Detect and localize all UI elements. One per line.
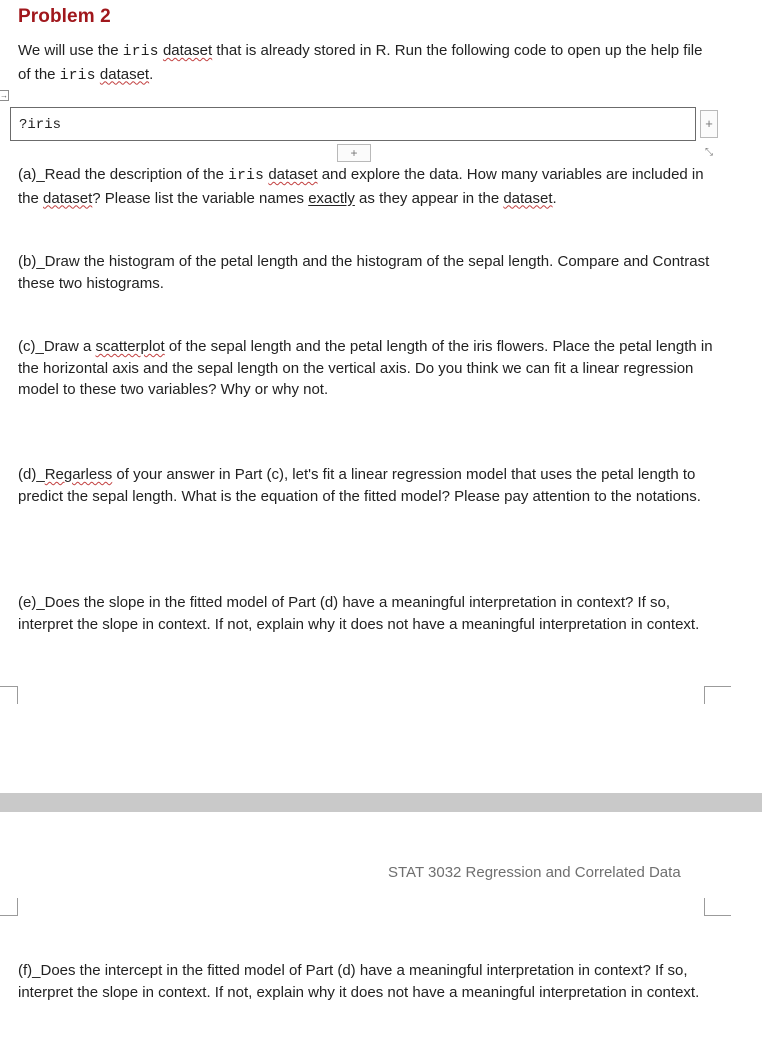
code-cell-side-add-button[interactable]: + (700, 110, 718, 138)
spellcheck-word[interactable]: dataset (43, 189, 93, 207)
part-a-paragraph: (a)_Read the description of the iris dataset and explore the data. How many variables are included in the dataset? Please list the variable names exactly as they appear in the dataset. (18, 166, 704, 207)
spellcheck-word[interactable]: dataset (99, 65, 150, 83)
problem-title: Problem 2 (18, 6, 111, 27)
page-break-gap (0, 793, 762, 812)
page-corner-mark (704, 898, 731, 916)
spellcheck-word[interactable]: scatterplot (95, 338, 165, 355)
inline-code-iris: iris (59, 67, 96, 84)
inline-code-iris: iris (122, 44, 159, 60)
inline-code-iris: iris (228, 168, 265, 184)
code-cell-text[interactable]: ?iris (19, 117, 62, 133)
add-cell-button[interactable]: + (337, 144, 371, 162)
page-corner-mark (0, 686, 18, 704)
spellcheck-word[interactable]: dataset (503, 189, 553, 207)
part-d-paragraph: (d)_Regarless of your answer in Part (c), let's fit a linear regression model that uses the petal length to predict the sepal length. What is the equation of the fitted model? Please pay attention to the notations. (18, 466, 701, 505)
part-f-paragraph: (f)_Does the intercept in the fitted model of Part (d) have a meaningful interpretation in context? If so, interpret the slope in context. If not, explain why it does not have a meaningful interpretation in context. (18, 962, 700, 1001)
part-b-paragraph: (b)_Draw the histogram of the petal length and the histogram of the sepal length. Compare and Contrast these two histograms. (18, 253, 710, 292)
intro-text: We will use the (18, 42, 123, 59)
part-c-paragraph: (c)_Draw a scatterplot of the sepal length and the petal length of the iris flowers. Place the petal length in the horizontal axis and the sepal length on the vertical axis. Do you think we can fit a linear regression model to these two variables? Why or why not. (18, 338, 713, 398)
spellcheck-word[interactable]: dataset (162, 42, 213, 59)
spellcheck-word[interactable]: Regarless (44, 466, 113, 483)
code-cell[interactable] (10, 107, 696, 141)
part-e-paragraph: (e)_Does the slope in the fitted model of Part (d) have a meaningful interpretation in context? If so, interpret the slope in context. If not, explain why it does not have a meaningful interpretation in context. (18, 594, 700, 633)
spellcheck-word[interactable]: dataset (268, 166, 318, 183)
underlined-word: exactly (308, 189, 355, 207)
margin-marker-icon[interactable]: → (0, 91, 8, 100)
page-corner-mark (704, 686, 731, 704)
page-corner-mark (0, 898, 18, 916)
intro-paragraph: We will use the iris dataset that is already stored in R. Run the following code to open up the help file of the iris dataset. (18, 42, 703, 84)
page-header-text: STAT 3032 Regression and Correlated Data (388, 864, 681, 881)
resize-icon[interactable]: ⤡ (705, 147, 713, 158)
intro-text: that is already stored in R. Run the following code to open up the help file of the (18, 42, 703, 83)
